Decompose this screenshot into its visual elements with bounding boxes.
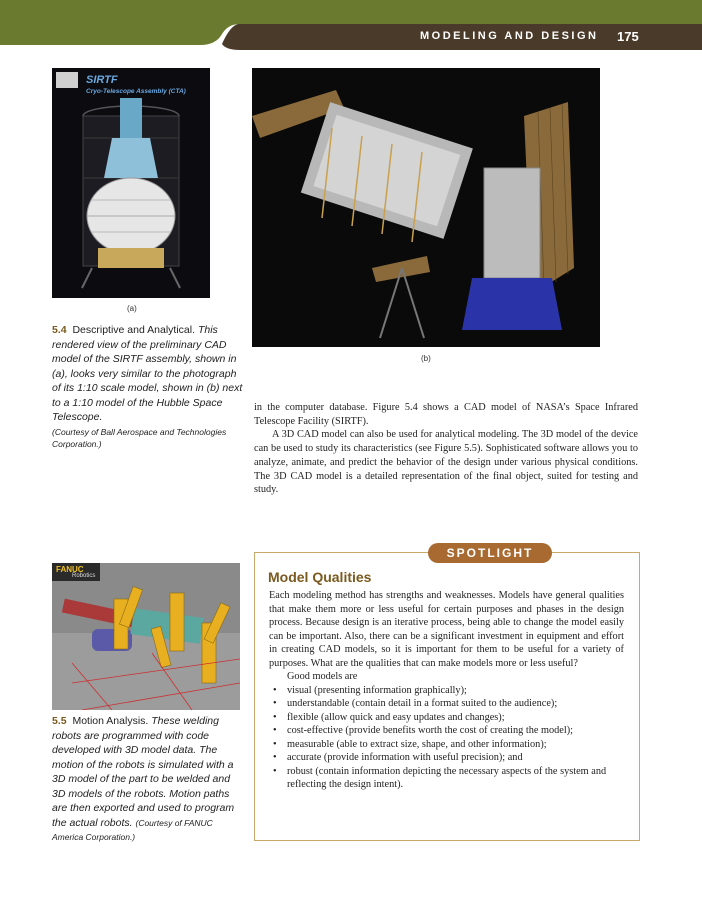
page-number: 175	[617, 29, 639, 44]
figure-5-5-caption	[52, 714, 244, 845]
caption-text: This rendered view of the preliminary CAD model of the SIRTF assembly, shown in (a), looks very similar to the photograph of its 1:10 scale model, shown in (b) next to a 1:10 model of the Hubble Space Telescope.	[52, 324, 243, 423]
fanuc-logo: FANUC	[56, 565, 84, 574]
page-header	[0, 0, 702, 50]
sirtf-logo-subtitle: Cryo-Telescope Assembly (CTA)	[86, 88, 186, 95]
caption-number: 5.5	[52, 715, 67, 727]
spotlight-body	[269, 589, 624, 792]
caption-credit: (Courtesy of Ball Aerospace and Technologies Corporation.)	[52, 426, 227, 449]
list-item: • robust (contain information depicting the necessary aspects of the system and reflecting the design intent).	[269, 765, 624, 792]
spotlight-list	[269, 684, 624, 792]
caption-number: 5.4	[52, 324, 67, 336]
list-item: • visual (presenting information graphically);	[269, 684, 624, 698]
figure-5-4b-image	[252, 68, 600, 347]
header-band	[0, 0, 702, 50]
list-item: • cost-effective (provide benefits worth the cost of creating the model);	[269, 724, 624, 738]
figure-5-4a-image	[52, 68, 210, 298]
body-paragraph: in the computer database. Figure 5.4 shows a CAD model of NASA’s Space Infrared Telescope Facility (SIRTF).	[254, 402, 638, 427]
spotlight-intro: Each modeling method has strengths and weaknesses. Models have general qualities that make them more or less useful for certain purposes and phases in the design process. Because design is an iterative process, being able to change the model easily can be important. Also, there can be a significant investment in equipment and effort in creating CAD models, so it is important for them to be useful for a variety of purposes. What are the qualities that can make models more or less useful?	[269, 590, 624, 669]
running-head: MODELING AND DESIGN	[420, 30, 599, 42]
body-paragraph: A 3D CAD model can also be used for analytical modeling. The 3D model of the device can be used to study its characteristics (see Figure 5.5). Sophisticated software allows you to analyze, animate, and predict the behavior of the design under various physical conditions. The 3D CAD model is a detailed representation of the final object, suited for testing and study.	[254, 429, 638, 496]
spotlight-badge: SPOTLIGHT	[428, 543, 552, 563]
figure-5-5-image	[52, 563, 240, 710]
figure-label-b: (b)	[421, 354, 431, 363]
fanuc-logo-sub: Robotics	[72, 573, 96, 579]
sirtf-logo-title: SIRTF	[86, 74, 118, 86]
list-item: • understandable (contain detail in a format suited to the audience);	[269, 697, 624, 711]
list-item: • accurate (provide information with useful precision); and	[269, 751, 624, 765]
spotlight-title: Model Qualities	[268, 569, 372, 585]
caption-text: These welding robots are programmed with code developed with 3D model data. The motion of the robots is simulated with a 3D model of the part to be welded and 3D models of the robots. Motion paths are then exported and used to program the actual robots.	[52, 715, 235, 829]
caption-credit: (Courtesy of FANUC America Corporation.)	[52, 817, 213, 842]
caption-title: Descriptive and Analytical.	[72, 324, 196, 336]
figure-5-4-caption	[52, 323, 244, 450]
body-text	[254, 401, 638, 497]
spotlight-lead: Good models are	[287, 671, 358, 682]
list-item: • flexible (allow quick and easy updates and changes);	[269, 711, 624, 725]
figure-label-a: (a)	[127, 304, 137, 313]
list-item: • measurable (able to extract size, shape, and other information);	[269, 738, 624, 752]
caption-title: Motion Analysis.	[72, 715, 149, 727]
